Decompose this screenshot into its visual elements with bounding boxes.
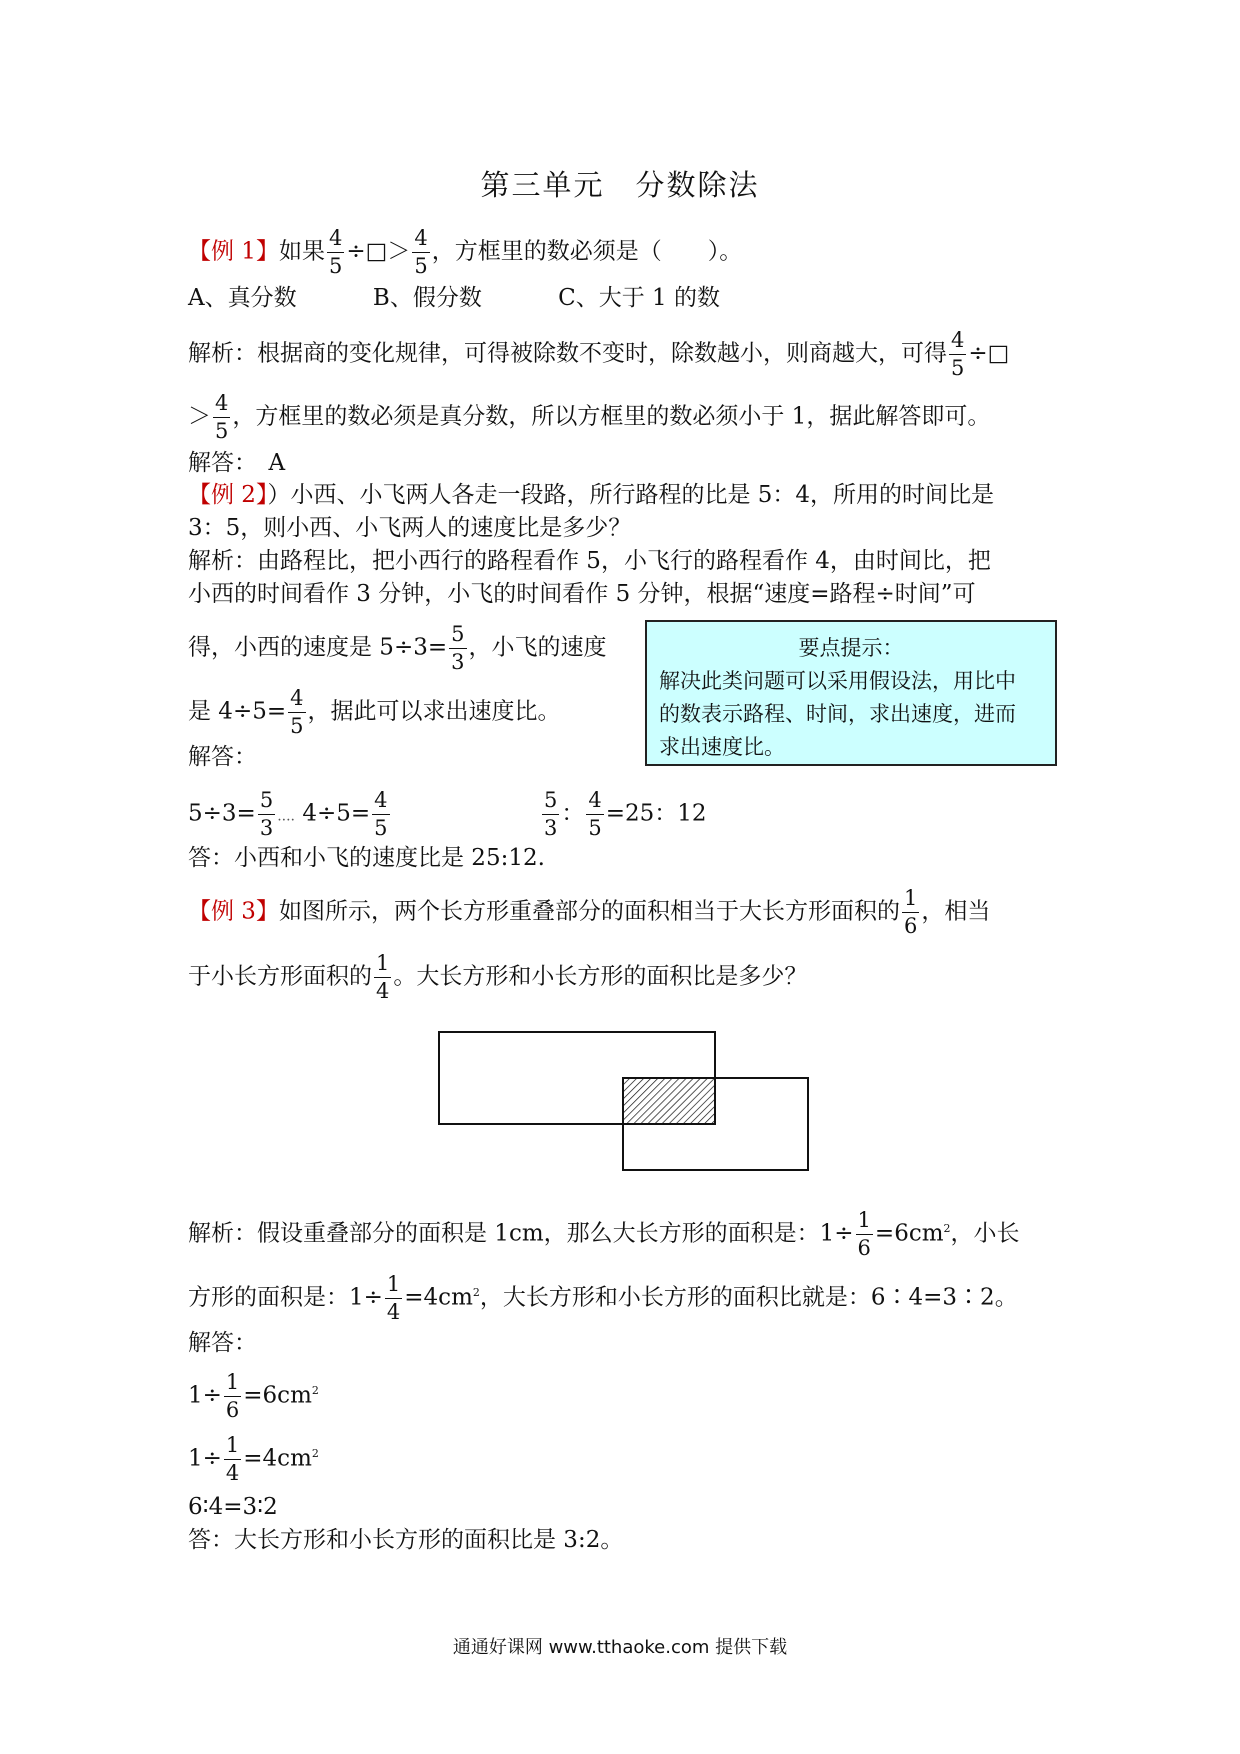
- ex3-calc-line1: 1÷ $\frac{1}{6}$ $=6cm^2$: [188, 1370, 319, 1422]
- fraction: $\frac{1}{4}$: [225, 1433, 240, 1485]
- page-title: 第三单元 分数除法: [480, 168, 760, 202]
- ex3-final-answer: 答：大长方形和小长方形的面积比是 3:2。: [188, 1527, 624, 1553]
- fraction: $\frac{4}{5}$: [328, 226, 343, 278]
- ex1-analysis-line1: 解析：根据商的变化规律，可得被除数不变时，除数越小，则商越大，可得 $\frac{4}{5}$ ÷□: [188, 328, 1010, 380]
- fraction: $\frac{4}{5}$: [374, 788, 388, 840]
- fraction: $\frac{1}{4}$: [376, 951, 390, 1003]
- ex2-final-answer: 答：小西和小飞的速度比是 25:12.: [188, 845, 545, 871]
- fraction: $\frac{1}{6}$: [903, 886, 918, 938]
- fraction: $\frac{1}{6}$: [857, 1208, 871, 1260]
- ex1-analysis-line2: ＞ $\frac{4}{5}$ ，方框里的数必须是真分数，所以方框里的数必须小于 1，据此解答即可。: [188, 391, 991, 443]
- ex3-calc-line3: 6∶4=3∶2: [188, 1494, 278, 1520]
- fraction: $\frac{4}{5}$: [414, 226, 428, 278]
- ex2-answer-label: 解答：: [188, 744, 257, 770]
- ex2-analysis-line2: 小西的时间看作 3 分钟，小飞的时间看作 5 分钟，根据“速度=路程÷时间”可: [188, 581, 976, 607]
- fraction: $\frac{5}{3}$: [544, 788, 558, 840]
- footer-credit: 通通好课网 www.tthaoke.com 提供下载: [452, 1637, 788, 1658]
- fraction: $\frac{4}{5}$: [215, 391, 229, 443]
- ex1-tag: 【例 1】: [188, 238, 279, 265]
- ex2-tag: 【例 2】: [188, 482, 268, 508]
- ex1-options: A、真分数 B、假分数 C、大于 1 的数: [188, 285, 720, 311]
- tip-line: 解决此类问题可以采用假设法，用比中: [659, 669, 1016, 693]
- fraction: $\frac{4}{5}$: [290, 686, 304, 738]
- ex2-analysis-line4: 是 4÷5= $\frac{4}{5}$ ，据此可以求出速度比。: [188, 686, 561, 738]
- ex2-calc-line: 5÷3= $\frac{5}{3}$ .... 4÷5= $\frac{4}{5}$: [188, 788, 388, 840]
- ex3-calc-line2: 1÷ $\frac{1}{4}$ $=4cm^2$: [188, 1433, 319, 1485]
- fraction: $\frac{1}{4}$: [386, 1272, 401, 1324]
- fraction: $\frac{5}{3}$: [259, 788, 274, 840]
- fraction: $\frac{4}{5}$: [951, 328, 965, 380]
- ex2-question-line2: 3：5，则小西、小飞两人的速度比是多少？: [188, 515, 632, 541]
- ex2-question-line1: 【例 2】）小西、小飞两人各走一段路，所行路程的比是 5：4，所用的时间比是: [188, 482, 995, 508]
- ex3-question-line1: 【例 3】如图所示，两个长方形重叠部分的面积相当于大长方形面积的 $\frac{1}{6}$ ，相当: [188, 886, 991, 938]
- ex2-analysis-line1: 解析：由路程比，把小西行的路程看作 5，小飞行的路程看作 4，由时间比，把: [188, 548, 991, 574]
- ex3-analysis-line2: 方形的面积是：1÷ $\frac{1}{4}$ $=4cm^2$，大长方形和小长方形的面积比就是：6∶4=3∶2。: [188, 1272, 1018, 1324]
- tip-line: 的数表示路程、时间，求出速度，进而: [659, 702, 1016, 726]
- ex3-answer-label: 解答：: [188, 1330, 257, 1356]
- tip-box: [645, 620, 1057, 766]
- fraction: $\frac{5}{3}$: [451, 622, 465, 674]
- ex1-answer: 解答： A: [188, 450, 286, 476]
- ex1-question: 【例 1】如果 $\frac{4}{5}$ ÷□＞ $\frac{4}{5}$ ，方框里的数必须是（ ）。: [188, 226, 743, 278]
- tip-line: 求出速度比。: [659, 735, 785, 759]
- fraction: $\frac{1}{6}$: [225, 1370, 240, 1422]
- tip-title: 要点提示：: [798, 636, 904, 660]
- overlap-area: [623, 1078, 715, 1124]
- ex2-analysis-line3: 得，小西的速度是 5÷3= $\frac{5}{3}$ ，小飞的速度: [188, 622, 607, 674]
- fraction: $\frac{4}{5}$: [588, 788, 602, 840]
- ex3-question-line2: 于小长方形面积的 $\frac{1}{4}$ 。大长方形和小长方形的面积比是多少？: [188, 951, 808, 1003]
- ex3-tag: 【例 3】: [188, 898, 279, 925]
- ex2-ratio-calc: $\frac{5}{3}$ ： $\frac{4}{5}$ =25：12: [544, 788, 707, 840]
- ex3-analysis-line1: 解析：假设重叠部分的面积是 1cm，那么大长方形的面积是：1÷ $\frac{1}{6}$ $=6cm^2$，小长: [188, 1208, 1020, 1260]
- overlapping-rectangles-diagram: [437, 1030, 817, 1180]
